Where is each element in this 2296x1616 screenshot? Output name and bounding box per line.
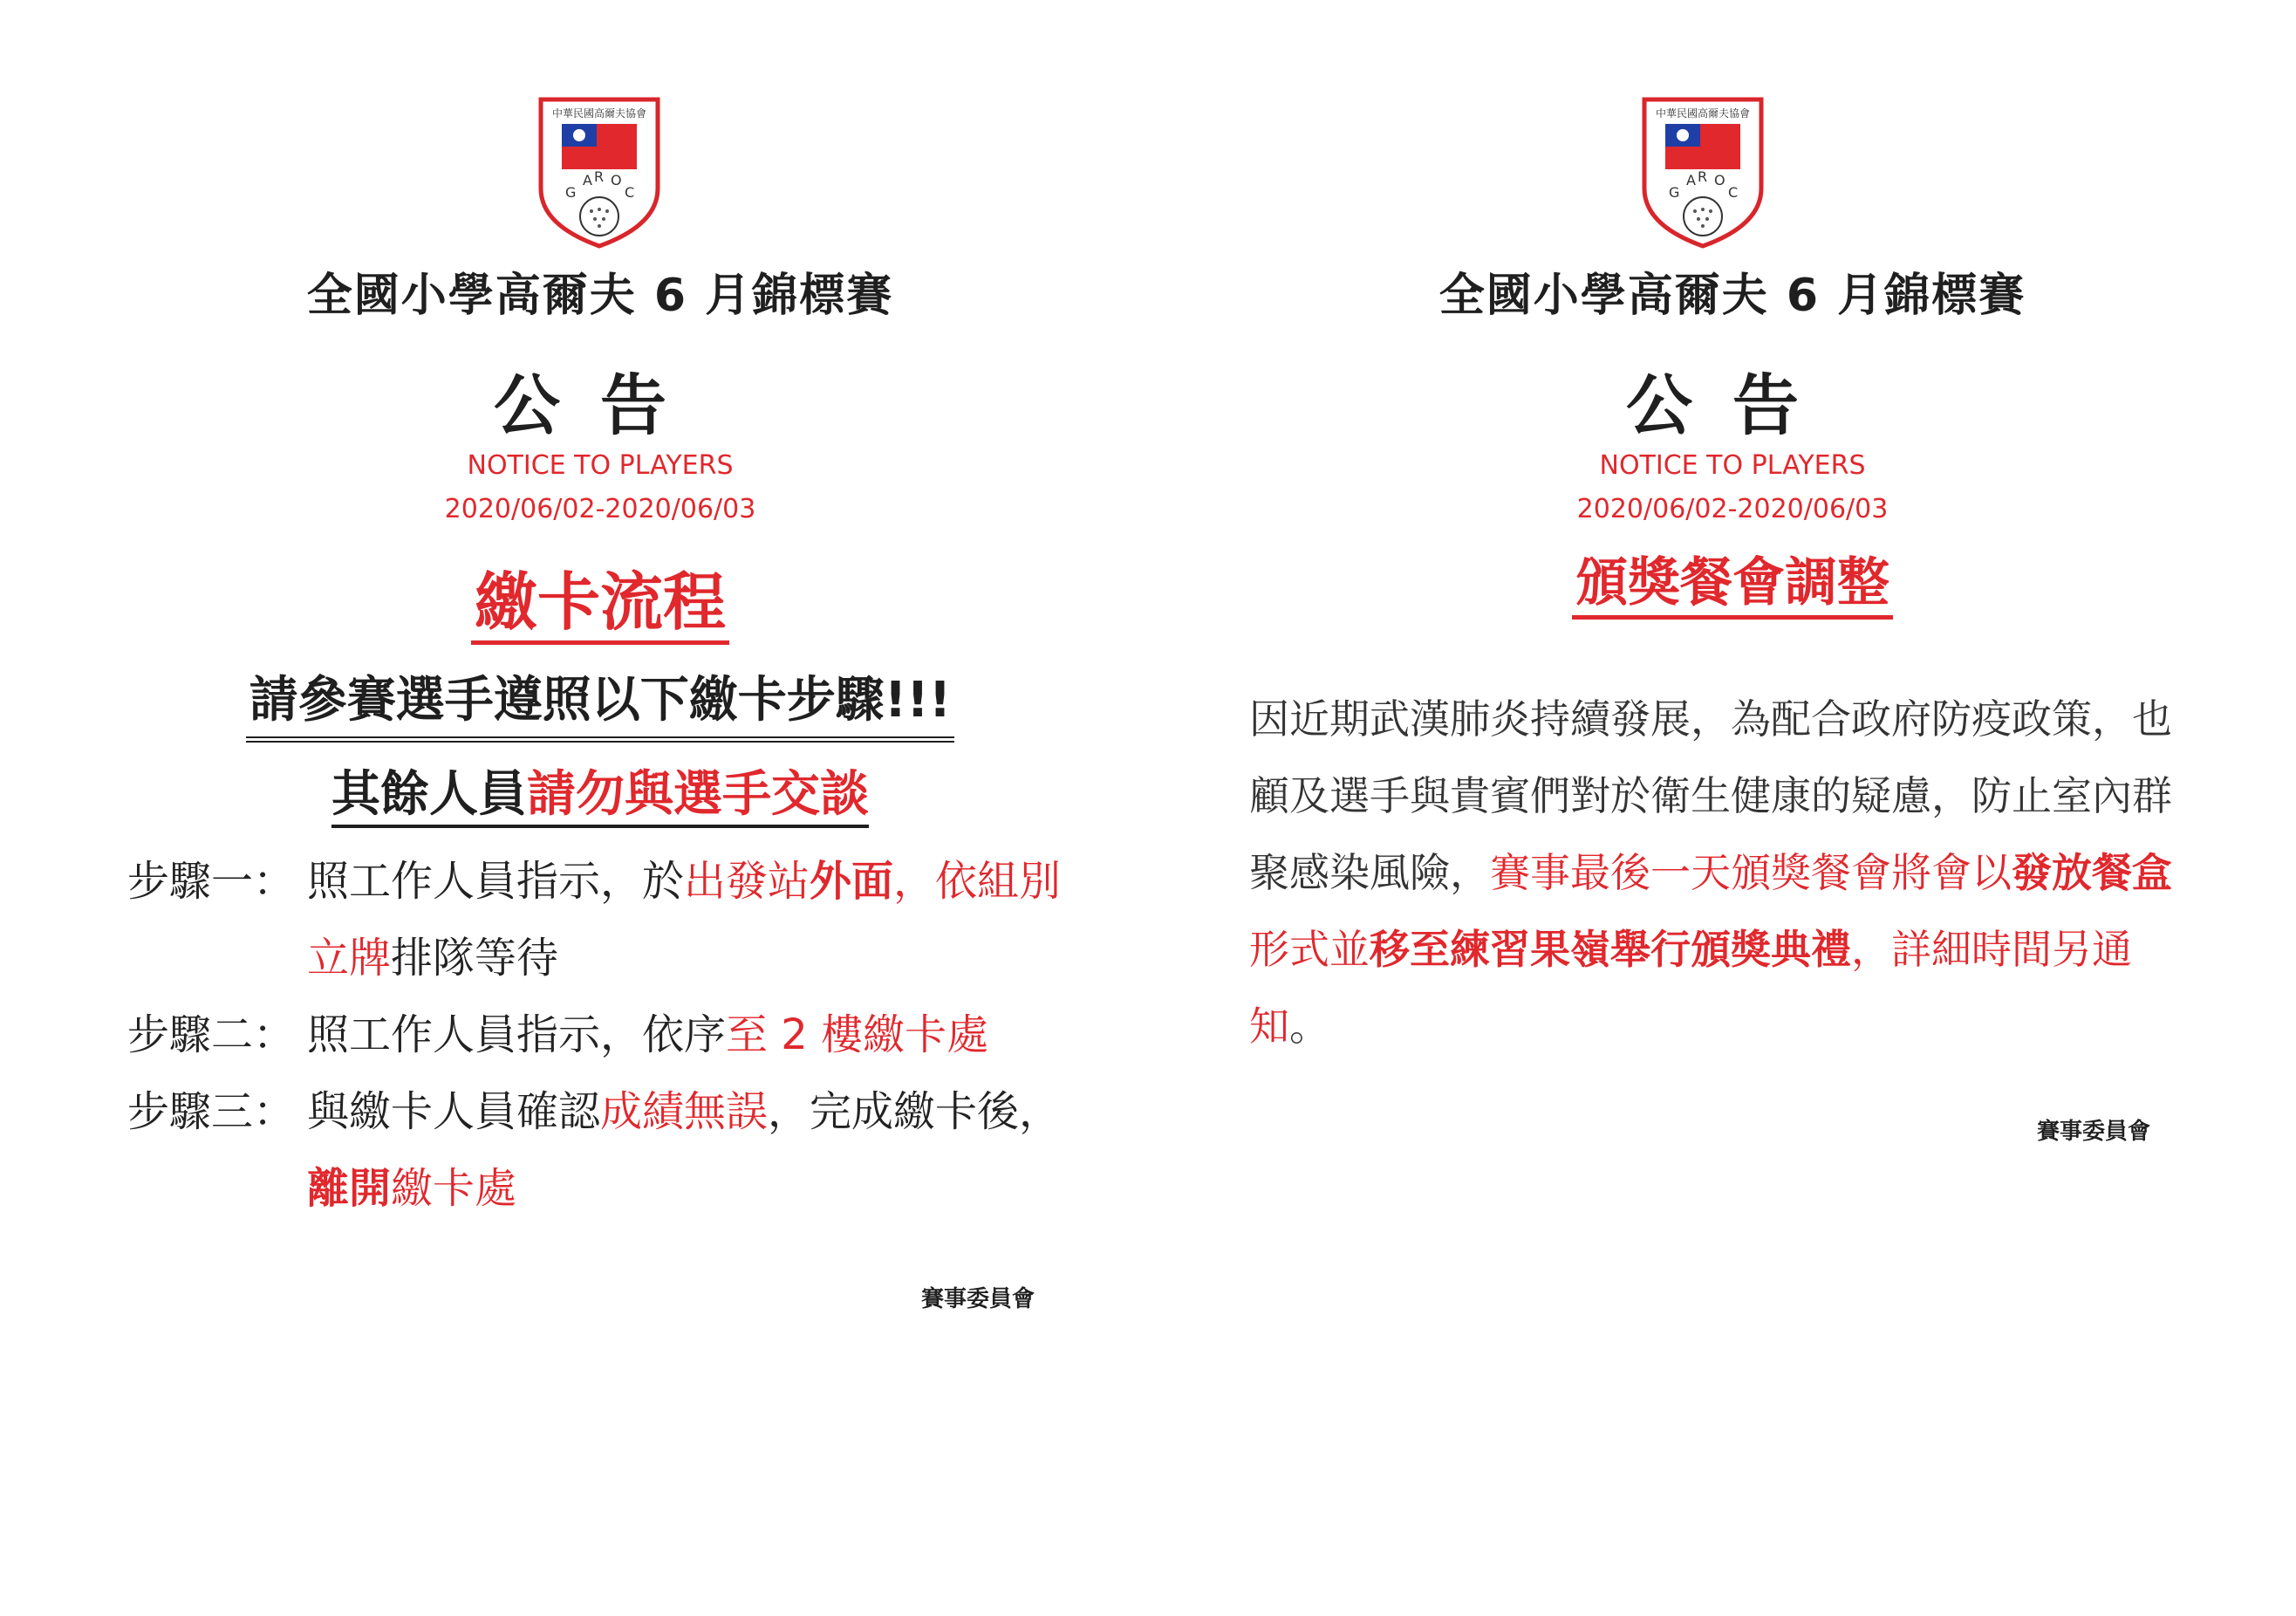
svg-text:G: G bbox=[1669, 184, 1680, 201]
svg-text:R: R bbox=[1698, 168, 1708, 185]
garoc-logo bbox=[1637, 94, 1768, 250]
event-title: 全國小學高爾夫 6 月錦標賽 bbox=[1438, 270, 2026, 322]
event-title: 全國小學高爾夫 6 月錦標賽 bbox=[306, 270, 894, 322]
para-text-red-bold: 移至練習果嶺舉行頒獎典禮 bbox=[1370, 926, 1851, 973]
instruction-others-a bbox=[331, 766, 869, 828]
svg-text:A: A bbox=[1686, 172, 1696, 188]
step-text: 照工作人員指示，依序 bbox=[307, 1010, 727, 1059]
para-text-red: 賽事最後一天頒獎餐會將會以 bbox=[1490, 849, 2012, 896]
signature: 賽事委員會 bbox=[2037, 1119, 2151, 1145]
svg-text:O: O bbox=[611, 172, 622, 188]
para-text-red: 形式並 bbox=[1249, 926, 1370, 973]
para-text-red: ，詳細時間另通知 bbox=[1249, 926, 2132, 1050]
step-label: 步驟三： bbox=[127, 1087, 296, 1136]
instruction-players-text: 請參賽選手遵照以下繳卡步驟!!! bbox=[246, 661, 955, 743]
svg-text:中華民國高爾夫協會: 中華民國高爾夫協會 bbox=[1655, 107, 1751, 120]
notice-subject bbox=[0, 551, 1200, 642]
svg-text:O: O bbox=[1714, 172, 1725, 188]
event-dates: 2020/06/02-2020/06/03 bbox=[1576, 494, 1889, 524]
svg-text:R: R bbox=[594, 168, 605, 185]
step-text-red: 成績無誤 bbox=[600, 1087, 769, 1136]
notice-title: 公告 bbox=[1626, 366, 1839, 444]
svg-text:C: C bbox=[625, 184, 635, 201]
instruction-others-b-text: 請勿與選手交談 bbox=[527, 766, 869, 823]
step-label: 步驟一： bbox=[127, 857, 296, 906]
step-text-red: 至 2 樓繳卡處 bbox=[726, 1010, 989, 1059]
step-text-red: ，依組別立牌 bbox=[307, 857, 1062, 983]
para-text: 因近期武漢肺炎持續發展，為配合政府防疫政策，也顧及選手與貴賓們對於衛生健康的疑慮，防止室內群聚感染風險， bbox=[1249, 695, 2172, 896]
notice-page-banquet-adjustment bbox=[1148, 0, 2296, 1616]
event-dates: 2020/06/02-2020/06/03 bbox=[444, 494, 756, 524]
instruction-players bbox=[0, 661, 1200, 743]
notice-title: 公告 bbox=[494, 366, 707, 444]
notice-body-paragraph bbox=[1249, 681, 2183, 1065]
para-text-red-bold: 發放餐盒 bbox=[2012, 849, 2172, 896]
step-text-red: 出發站 bbox=[684, 857, 810, 906]
garoc-logo bbox=[534, 94, 665, 250]
notice-to-players: NOTICE TO PLAYERS bbox=[467, 450, 734, 481]
step-text-red: 繳卡處 bbox=[391, 1164, 517, 1213]
svg-text:C: C bbox=[1728, 184, 1739, 201]
para-text: 。 bbox=[1289, 1003, 1329, 1050]
step-text-red-bold: 外面 bbox=[810, 857, 894, 906]
step-text-red-bold: 離開 bbox=[307, 1164, 392, 1213]
signature: 賽事委員會 bbox=[921, 1286, 1035, 1312]
svg-text:G: G bbox=[565, 184, 577, 201]
notice-subject bbox=[1148, 541, 2296, 616]
step-list bbox=[127, 843, 1087, 1227]
svg-text:A: A bbox=[583, 172, 592, 188]
step-item bbox=[127, 843, 1087, 996]
step-item bbox=[127, 996, 1087, 1073]
notice-to-players: NOTICE TO PLAYERS bbox=[1599, 450, 1866, 481]
step-item bbox=[127, 1073, 1087, 1227]
step-text: ，完成繳卡後， bbox=[768, 1087, 1062, 1136]
step-text: 照工作人員指示，於 bbox=[307, 857, 685, 906]
svg-text:中華民國高爾夫協會: 中華民國高爾夫協會 bbox=[551, 107, 647, 120]
subject-text: 繳卡流程 bbox=[471, 565, 729, 645]
step-label: 步驟二： bbox=[127, 1010, 296, 1059]
subject-text: 頒獎餐會調整 bbox=[1572, 552, 1893, 620]
step-text: 排隊等待 bbox=[391, 934, 559, 983]
step-text: 與繳卡人員確認 bbox=[307, 1087, 601, 1136]
instruction-others bbox=[0, 756, 1200, 825]
instruction-others-a-text: 其餘人員 bbox=[331, 766, 527, 823]
